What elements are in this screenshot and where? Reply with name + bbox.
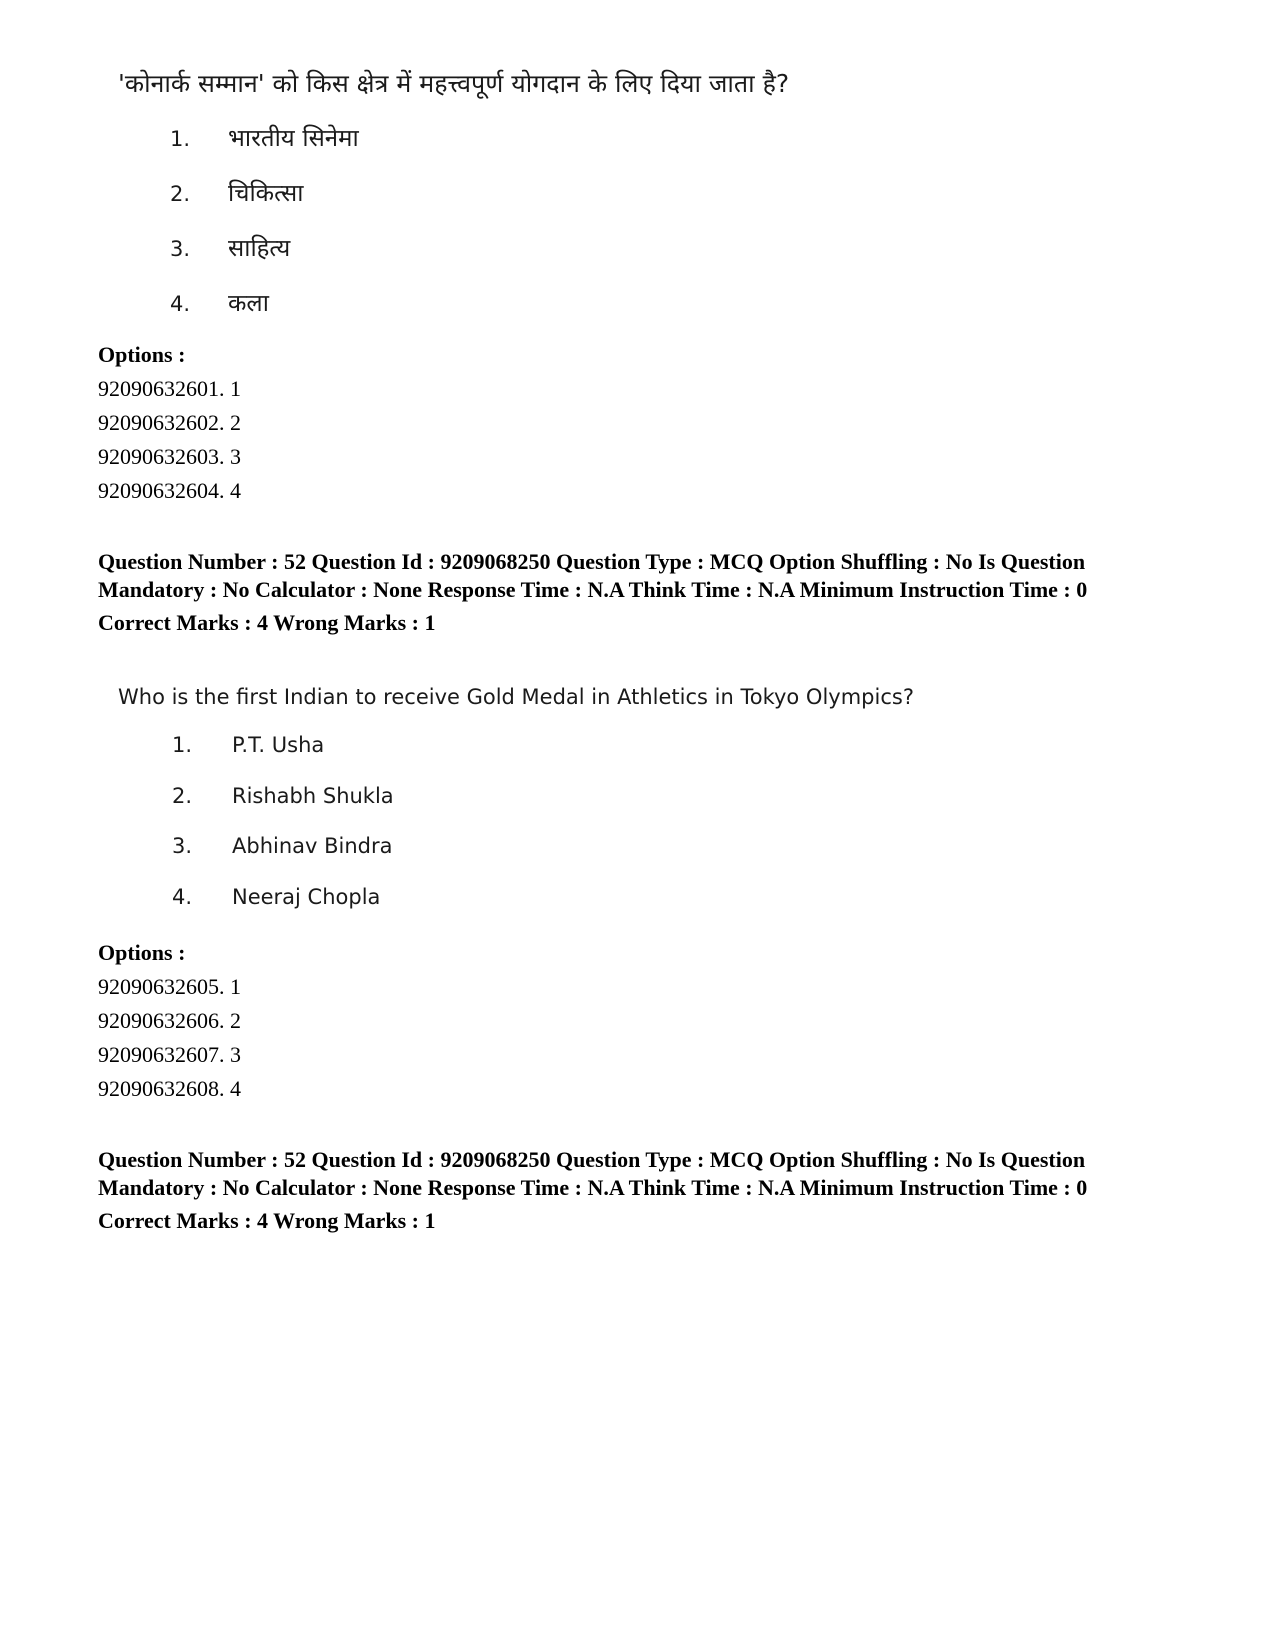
option-row: 92090632606. 2: [98, 1008, 241, 1033]
choice-item: [170, 121, 359, 154]
question-meta-text: Question Number : 52 Question Id : 9209068250 Question Type : MCQ Option Shuffling : No Is Question Mandatory : No Calculator : None Response Time : N.A Think Time : N.A Minimum Instruction Time : 0: [98, 549, 1088, 602]
question-marks: Correct Marks : 4 Wrong Marks : 1: [98, 1208, 436, 1233]
choice-text: भारतीय सिनेमा: [228, 124, 359, 152]
choice-text: कला: [228, 289, 269, 317]
choice-item: [170, 231, 290, 264]
choice-number: 3.: [170, 237, 191, 261]
choice-item: [172, 885, 380, 909]
choice-text: Rishabh Shukla: [232, 784, 394, 808]
options-title: Options :: [98, 342, 186, 367]
options-list: [98, 936, 241, 1106]
options-list: [98, 338, 241, 508]
question-marks: Correct Marks : 4 Wrong Marks : 1: [98, 610, 436, 635]
choice-item: [172, 733, 324, 757]
choice-item: [172, 784, 394, 808]
option-row: 92090632602. 2: [98, 410, 241, 435]
options-title: Options :: [98, 940, 186, 965]
choice-item: [172, 834, 393, 858]
choice-number: 2.: [172, 784, 193, 808]
question-stem: 'कोनार्क सम्मान' को किस क्षेत्र में महत्त्वपूर्ण योगदान के लिए दिया जाता है?: [118, 69, 790, 98]
option-row: 92090632603. 3: [98, 444, 241, 469]
choice-number: 4.: [170, 292, 191, 316]
question-meta-text: Question Number : 52 Question Id : 9209068250 Question Type : MCQ Option Shuffling : No Is Question Mandatory : No Calculator : None Response Time : N.A Think Time : N.A Minimum Instruction Time : 0: [98, 1147, 1088, 1200]
choice-item: [170, 176, 303, 209]
choice-text: P.T. Usha: [232, 733, 325, 757]
question-stem: Who is the first Indian to receive Gold Medal in Athletics in Tokyo Olympics?: [118, 685, 914, 709]
option-row: 92090632605. 1: [98, 974, 241, 999]
choice-number: 1.: [172, 733, 193, 757]
choice-text: Abhinav Bindra: [232, 834, 393, 858]
question-meta: [98, 1146, 1188, 1235]
option-row: 92090632607. 3: [98, 1042, 241, 1067]
choice-number: 1.: [170, 127, 191, 151]
choice-item: [170, 286, 269, 319]
question-meta: [98, 548, 1188, 637]
choice-text: Neeraj Chopla: [232, 885, 381, 909]
choice-number: 2.: [170, 182, 191, 206]
choice-number: 3.: [172, 834, 193, 858]
option-row: 92090632601. 1: [98, 376, 241, 401]
option-row: 92090632604. 4: [98, 478, 241, 503]
choice-number: 4.: [172, 885, 193, 909]
choice-text: साहित्य: [228, 234, 291, 262]
choice-text: चिकित्सा: [228, 179, 304, 207]
option-row: 92090632608. 4: [98, 1076, 241, 1101]
